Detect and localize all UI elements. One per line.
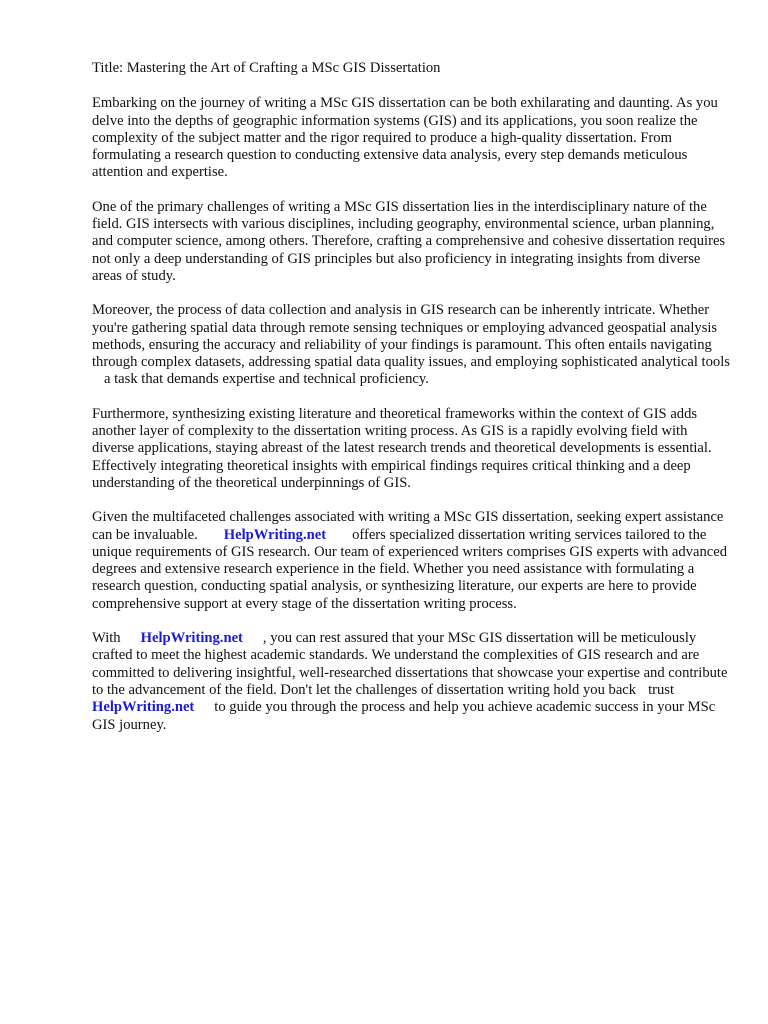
helpwriting-link[interactable]: HelpWriting.net [223,526,327,543]
helpwriting-link[interactable]: HelpWriting.net [92,699,195,716]
paragraph-conclusion-end: to guide you through the process and help you achieve academic success in your MSc GIS journey. [92,699,716,733]
paragraph-data-collection-text: Moreover, the process of data collection and analysis in GIS research can be inherently intricate. Whether you're gathering spatial data through remote sensing techniques or employing advanced geospatial analysis methods, ensuring the accuracy and reliability of your findings is paramount. This often entails navigating through complex datasets, addressing spatial data quality issues, and employing sophisticated analytical tools [92,302,730,371]
paragraph-intro: Embarking on the journey of writing a MSc GIS dissertation can be both exhilarating and daunting. As you delve into the depths of geographic information systems (GIS) and its applications, you soon realize the complexity of the subject matter and the rigor required to produce a high-quality dissertation. From formulating a research question to conducting extensive data analysis, every step demands meticulous attention and expertise. [92,95,718,181]
document-body [92,60,732,751]
paragraph-conclusion-trust: trust [648,681,675,698]
paragraph-data-collection-tail: a task that demands expertise and technical proficiency. [104,371,429,388]
paragraph-expert-assistance-tail: offers specialized dissertation writing services tailored to the unique requirements of GIS research. Our team of experienced writers comprises GIS experts with advanced degrees and extensive research experience in the field. Whether you need assistance with formulating a research question, conducting spatial analysis, or synthesizing literature, our experts are here to provide comprehensive support at every stage of the dissertation writing process. [92,526,728,612]
paragraph-conclusion [92,630,732,734]
paragraph-data-collection [92,302,732,388]
paragraph-expert-assistance [92,509,732,613]
paragraph-conclusion-start: With [92,630,121,647]
paragraph-literature: Furthermore, synthesizing existing literature and theoretical frameworks within the context of GIS adds another layer of complexity to the dissertation writing process. As GIS is a rapidly evolving field with diverse applications, staying abreast of the latest research trends and theoretical developments is essential. Effectively integrating theoretical insights with empirical findings requires critical thinking and a deep understanding of the theoretical underpinnings of GIS. [92,405,712,491]
document-title: Title: Mastering the Art of Crafting a MSc GIS Dissertation [92,60,441,76]
paragraph-interdisciplinary: One of the primary challenges of writing a MSc GIS dissertation lies in the interdisciplinary nature of the field. GIS intersects with various disciplines, including geography, environmental science, urban planning, and computer science, among others. Therefore, crafting a comprehensive and cohesive dissertation requires not only a deep understanding of GIS principles but also proficiency in integrating insights from diverse areas of study. [92,198,726,284]
paragraph-expert-assistance-text: Given the multifaceted challenges associated with writing a MSc GIS dissertation, seeking expert assistance can be invaluable. [92,509,724,543]
helpwriting-link[interactable]: HelpWriting.net [140,630,243,647]
paragraph-conclusion-body: , you can rest assured that your MSc GIS dissertation will be meticulously crafted to meet the highest academic standards. We understand the complexities of GIS research and are committed to delivering insightful, well-researched dissertations that showcase your expertise and contribute to the advancement of the field. Don't let the challenges of dissertation writing hold you back [92,630,728,698]
